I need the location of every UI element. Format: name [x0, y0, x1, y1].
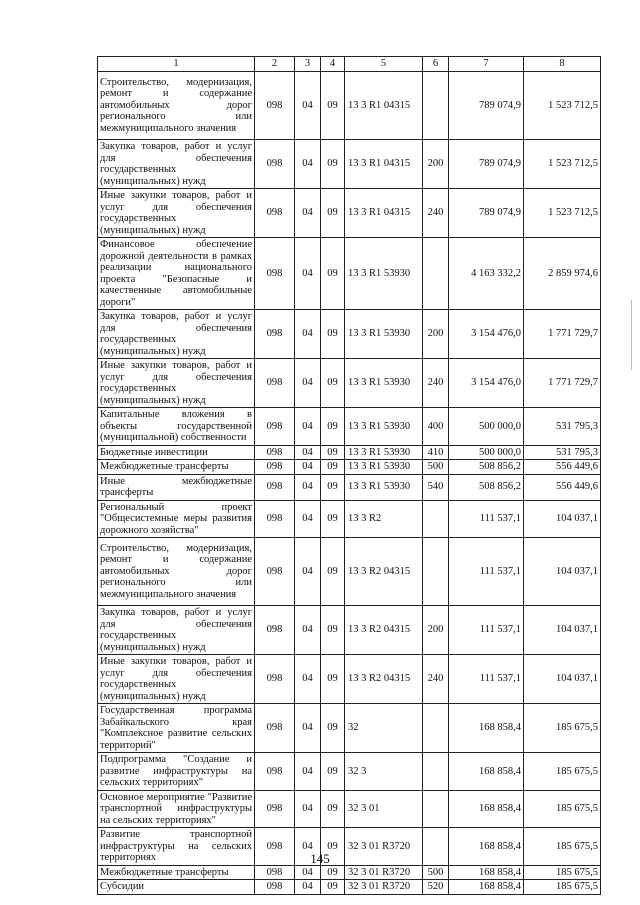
gr-code-cell: 098: [255, 753, 295, 791]
amount-2020-cell: 168 858,4: [449, 790, 524, 828]
amount-2020-cell: 789 074,9: [449, 72, 524, 140]
amount-2021-cell: 185 675,5: [524, 828, 601, 866]
expense-type-cell: 500: [423, 460, 449, 475]
amount-2020-cell: 789 074,9: [449, 140, 524, 189]
table-row: [98, 753, 601, 791]
row-name-cell: Бюджетные инвестиции: [98, 445, 255, 460]
gr-code-cell: 098: [255, 655, 295, 704]
section-cell: 04: [295, 72, 321, 140]
table-row: [98, 445, 601, 460]
gr-code-cell: 098: [255, 606, 295, 655]
target-article-cell: 13 3 R1 04315: [345, 72, 423, 140]
row-name-cell: Иные закупки товаров, работ и услуг для обеспечения государственных (муниципальных) нужд: [98, 655, 255, 704]
subsection-cell: 09: [321, 140, 345, 189]
amount-2021-cell: 1 523 712,5: [524, 140, 601, 189]
amount-2021-cell: 1 523 712,5: [524, 189, 601, 238]
amount-2021-cell: 531 795,3: [524, 408, 601, 446]
amount-2020-cell: 168 858,4: [449, 865, 524, 880]
subsection-cell: 09: [321, 72, 345, 140]
gr-code-cell: 098: [255, 790, 295, 828]
subsection-cell: 09: [321, 865, 345, 880]
table-row: [98, 704, 601, 753]
amount-2021-cell: 185 675,5: [524, 790, 601, 828]
expense-type-cell: 240: [423, 655, 449, 704]
amount-2021-cell: 185 675,5: [524, 704, 601, 753]
target-article-cell: 13 3 R1 53930: [345, 445, 423, 460]
amount-2021-cell: 556 449,6: [524, 474, 601, 500]
amount-2021-cell: 531 795,3: [524, 445, 601, 460]
subsection-cell: 09: [321, 189, 345, 238]
column-header: 1: [98, 57, 255, 72]
subsection-cell: 09: [321, 753, 345, 791]
amount-2020-cell: 111 537,1: [449, 538, 524, 606]
amount-2021-cell: 1 523 712,5: [524, 72, 601, 140]
expense-type-cell: 200: [423, 606, 449, 655]
target-article-cell: 13 3 R1 53930: [345, 408, 423, 446]
table-row: [98, 238, 601, 310]
target-article-cell: 13 3 R1 04315: [345, 189, 423, 238]
expense-type-cell: [423, 753, 449, 791]
amount-2020-cell: 111 537,1: [449, 500, 524, 538]
page-edge-line: [631, 300, 632, 370]
target-article-cell: 13 3 R1 53930: [345, 474, 423, 500]
section-cell: 04: [295, 880, 321, 895]
subsection-cell: 09: [321, 445, 345, 460]
subsection-cell: 09: [321, 828, 345, 866]
table-row: [98, 460, 601, 475]
amount-2020-cell: 789 074,9: [449, 189, 524, 238]
expense-type-cell: 540: [423, 474, 449, 500]
target-article-cell: 13 3 R2 04315: [345, 606, 423, 655]
gr-code-cell: 098: [255, 500, 295, 538]
section-cell: 04: [295, 606, 321, 655]
amount-2021-cell: 104 037,1: [524, 606, 601, 655]
row-name-cell: Иные закупки товаров, работ и услуг для обеспечения государственных (муниципальных) нужд: [98, 359, 255, 408]
amount-2021-cell: 556 449,6: [524, 460, 601, 475]
amount-2020-cell: 111 537,1: [449, 606, 524, 655]
amount-2021-cell: 1 771 729,7: [524, 310, 601, 359]
table-row: [98, 880, 601, 895]
row-name-cell: Подпрограмма "Создание и развитие инфраструктуры на сельских территориях": [98, 753, 255, 791]
section-cell: 04: [295, 753, 321, 791]
amount-2020-cell: 168 858,4: [449, 880, 524, 895]
row-name-cell: Строительство, модернизация, ремонт и содержание автомобильных дорог регионального или межмуниципального значения: [98, 538, 255, 606]
row-name-cell: Иные межбюджетные трансферты: [98, 474, 255, 500]
subsection-cell: 09: [321, 655, 345, 704]
row-name-cell: Финансовое обеспечение дорожной деятельности в рамках реализации национального проекта "Безопасные и качественные автомобильные дороги": [98, 238, 255, 310]
gr-code-cell: 098: [255, 238, 295, 310]
section-cell: 04: [295, 790, 321, 828]
row-name-cell: Основное мероприятие "Развитие транспортной инфраструктуры на сельских территориях": [98, 790, 255, 828]
expense-type-cell: 200: [423, 140, 449, 189]
section-cell: 04: [295, 310, 321, 359]
amount-2021-cell: 104 037,1: [524, 500, 601, 538]
gr-code-cell: 098: [255, 828, 295, 866]
amount-2021-cell: 2 859 974,6: [524, 238, 601, 310]
gr-code-cell: 098: [255, 538, 295, 606]
section-cell: 04: [295, 408, 321, 446]
table-row: [98, 538, 601, 606]
column-header: 2: [255, 57, 295, 72]
row-name-cell: Иные закупки товаров, работ и услуг для обеспечения государственных (муниципальных) нужд: [98, 189, 255, 238]
row-name-cell: Субсидии: [98, 880, 255, 895]
subsection-cell: 09: [321, 606, 345, 655]
target-article-cell: 13 3 R1 53930: [345, 238, 423, 310]
expense-type-cell: [423, 238, 449, 310]
amount-2020-cell: 508 856,2: [449, 474, 524, 500]
subsection-cell: 09: [321, 460, 345, 475]
amount-2021-cell: 1 771 729,7: [524, 359, 601, 408]
row-name-cell: Строительство, модернизация, ремонт и содержание автомобильных дорог регионального или межмуниципального значения: [98, 72, 255, 140]
subsection-cell: 09: [321, 359, 345, 408]
amount-2020-cell: 3 154 476,0: [449, 310, 524, 359]
expense-type-cell: 400: [423, 408, 449, 446]
gr-code-cell: 098: [255, 460, 295, 475]
amount-2021-cell: 185 675,5: [524, 865, 601, 880]
subsection-cell: 09: [321, 538, 345, 606]
table-row: [98, 865, 601, 880]
column-header: 8: [524, 57, 601, 72]
amount-2020-cell: 508 856,2: [449, 460, 524, 475]
section-cell: 04: [295, 474, 321, 500]
target-article-cell: 13 3 R1 53930: [345, 359, 423, 408]
gr-code-cell: 098: [255, 474, 295, 500]
row-name-cell: Закупка товаров, работ и услуг для обеспечения государственных (муниципальных) нужд: [98, 606, 255, 655]
table-row: [98, 790, 601, 828]
amount-2020-cell: 168 858,4: [449, 828, 524, 866]
row-name-cell: Межбюджетные трансферты: [98, 460, 255, 475]
column-header: 5: [345, 57, 423, 72]
section-cell: 04: [295, 445, 321, 460]
subsection-cell: 09: [321, 790, 345, 828]
target-article-cell: 32 3 01: [345, 790, 423, 828]
gr-code-cell: 098: [255, 310, 295, 359]
amount-2021-cell: 104 037,1: [524, 538, 601, 606]
target-article-cell: 32 3 01 R3720: [345, 880, 423, 895]
row-name-cell: Региональный проект "Общесистемные меры развития дорожного хозяйства": [98, 500, 255, 538]
amount-2020-cell: 168 858,4: [449, 704, 524, 753]
amount-2020-cell: 4 163 332,2: [449, 238, 524, 310]
section-cell: 04: [295, 238, 321, 310]
row-name-cell: Закупка товаров, работ и услуг для обеспечения государственных (муниципальных) нужд: [98, 310, 255, 359]
gr-code-cell: 098: [255, 880, 295, 895]
budget-table: [97, 56, 601, 895]
table-row: [98, 655, 601, 704]
amount-2020-cell: 500 000,0: [449, 445, 524, 460]
row-name-cell: Закупка товаров, работ и услуг для обеспечения государственных (муниципальных) нужд: [98, 140, 255, 189]
subsection-cell: 09: [321, 704, 345, 753]
target-article-cell: 32 3: [345, 753, 423, 791]
expense-type-cell: [423, 538, 449, 606]
table-row: [98, 310, 601, 359]
gr-code-cell: 098: [255, 408, 295, 446]
gr-code-cell: 098: [255, 140, 295, 189]
column-header: 6: [423, 57, 449, 72]
subsection-cell: 09: [321, 500, 345, 538]
amount-2021-cell: 185 675,5: [524, 753, 601, 791]
section-cell: 04: [295, 655, 321, 704]
subsection-cell: 09: [321, 880, 345, 895]
target-article-cell: 13 3 R2 04315: [345, 655, 423, 704]
section-cell: 04: [295, 865, 321, 880]
expense-type-cell: 200: [423, 310, 449, 359]
section-cell: 04: [295, 828, 321, 866]
row-name-cell: Капитальные вложения в объекты государственной (муниципальной) собственности: [98, 408, 255, 446]
row-name-cell: Межбюджетные трансферты: [98, 865, 255, 880]
amount-2020-cell: 168 858,4: [449, 753, 524, 791]
expense-type-cell: [423, 704, 449, 753]
section-cell: 04: [295, 500, 321, 538]
gr-code-cell: 098: [255, 189, 295, 238]
expense-type-cell: 500: [423, 865, 449, 880]
target-article-cell: 32 3 01 R3720: [345, 828, 423, 866]
expense-type-cell: [423, 790, 449, 828]
target-article-cell: 13 3 R2: [345, 500, 423, 538]
table-row: [98, 606, 601, 655]
expense-type-cell: [423, 72, 449, 140]
table-header-row: [98, 57, 601, 72]
amount-2020-cell: 500 000,0: [449, 408, 524, 446]
row-name-cell: Государственная программа Забайкальского края "Комплексное развитие сельских территорий": [98, 704, 255, 753]
subsection-cell: 09: [321, 408, 345, 446]
table-row: [98, 189, 601, 238]
section-cell: 04: [295, 359, 321, 408]
gr-code-cell: 098: [255, 865, 295, 880]
section-cell: 04: [295, 460, 321, 475]
section-cell: 04: [295, 704, 321, 753]
row-name-cell: Развитие транспортной инфраструктуры на сельских территориях: [98, 828, 255, 866]
target-article-cell: 13 3 R2 04315: [345, 538, 423, 606]
amount-2020-cell: 3 154 476,0: [449, 359, 524, 408]
table-row: [98, 408, 601, 446]
column-header: 7: [449, 57, 524, 72]
section-cell: 04: [295, 538, 321, 606]
table-row: [98, 72, 601, 140]
section-cell: 04: [295, 140, 321, 189]
subsection-cell: 09: [321, 238, 345, 310]
table-row: [98, 359, 601, 408]
table-row: [98, 140, 601, 189]
gr-code-cell: 098: [255, 359, 295, 408]
expense-type-cell: 520: [423, 880, 449, 895]
column-header: 4: [321, 57, 345, 72]
gr-code-cell: 098: [255, 704, 295, 753]
target-article-cell: 13 3 R1 04315: [345, 140, 423, 189]
subsection-cell: 09: [321, 474, 345, 500]
amount-2021-cell: 185 675,5: [524, 880, 601, 895]
gr-code-cell: 098: [255, 72, 295, 140]
target-article-cell: 13 3 R1 53930: [345, 310, 423, 359]
expense-type-cell: 240: [423, 189, 449, 238]
column-header: 3: [295, 57, 321, 72]
table-row: [98, 500, 601, 538]
page-number: 145: [310, 851, 330, 866]
expense-type-cell: [423, 500, 449, 538]
section-cell: 04: [295, 189, 321, 238]
target-article-cell: 32: [345, 704, 423, 753]
amount-2021-cell: 104 037,1: [524, 655, 601, 704]
gr-code-cell: 098: [255, 445, 295, 460]
amount-2020-cell: 111 537,1: [449, 655, 524, 704]
expense-type-cell: 410: [423, 445, 449, 460]
target-article-cell: 32 3 01 R3720: [345, 865, 423, 880]
target-article-cell: 13 3 R1 53930: [345, 460, 423, 475]
subsection-cell: 09: [321, 310, 345, 359]
table-row: [98, 474, 601, 500]
expense-type-cell: 240: [423, 359, 449, 408]
